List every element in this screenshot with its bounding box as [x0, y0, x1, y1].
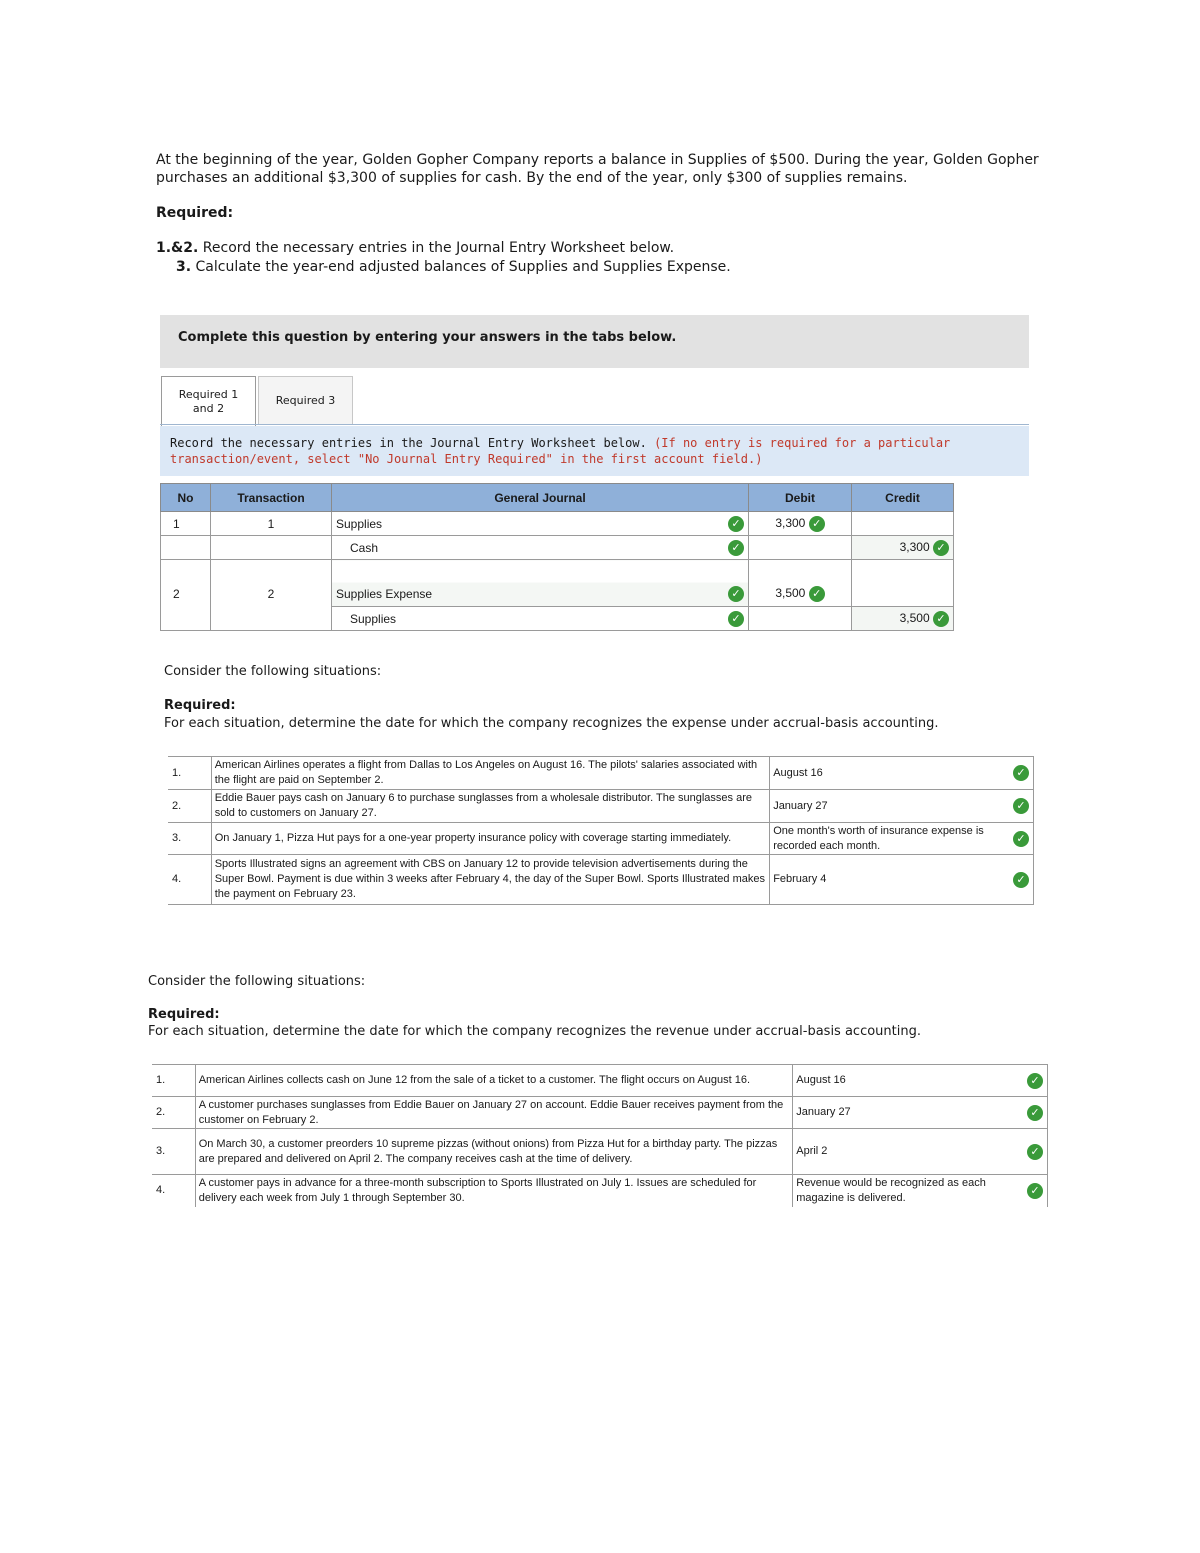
- check-circle-icon: ✓: [728, 516, 744, 532]
- table-row: [168, 757, 1034, 790]
- credit-value: 3,300: [899, 539, 930, 554]
- revenue-required-label: Required:: [148, 1007, 220, 1022]
- situation-text: Eddie Bauer pays cash on January 6 to purchase sunglasses from a wholesale distributor. The sunglasses are sold to customers on January 27.: [211, 790, 769, 823]
- check-circle-icon: ✓: [809, 586, 825, 602]
- situation-text: Sports Illustrated signs an agreement with CBS on January 12 to provide television advertisements during the Super Bowl. Payment is due within 3 weeks after February 4, the day of the Super Bowl. Sports Illustrated makes the payment on February 23.: [211, 855, 769, 905]
- entry-no: 1: [161, 512, 211, 536]
- entry-transaction: 1: [211, 512, 332, 536]
- answer-cell[interactable]: [793, 1175, 1048, 1207]
- tab-divider: [160, 424, 1029, 425]
- situation-text: On March 30, a customer preorders 10 supreme pizzas (without onions) from Pizza Hut for a birthday party. The pizzas are prepared and delivered on April 2. The company receives cash at the time of delivery.: [195, 1129, 793, 1175]
- check-circle-icon: ✓: [1027, 1144, 1043, 1160]
- answer-value: One month's worth of insurance expense is recorded each month.: [773, 824, 984, 852]
- situation-number: 3.: [168, 823, 211, 855]
- check-circle-icon: ✓: [1013, 831, 1029, 847]
- header-transaction: Transaction: [211, 484, 332, 512]
- required-label: Required:: [156, 205, 234, 221]
- answer-value: February 4: [773, 873, 827, 885]
- check-circle-icon: ✓: [933, 611, 949, 627]
- answer-cell[interactable]: [793, 1129, 1048, 1175]
- req3-number: 3.: [176, 259, 192, 275]
- situation-text: American Airlines collects cash on June 12 from the sale of a ticket to a customer. The flight occurs on August 16.: [195, 1065, 793, 1097]
- account-cell[interactable]: [332, 512, 749, 536]
- table-row: [152, 1097, 1048, 1129]
- answer-cell[interactable]: [770, 757, 1034, 790]
- table-row: [168, 823, 1034, 855]
- answer-value: Revenue would be recognized as each magazine is delivered.: [796, 1176, 986, 1204]
- table-row: [161, 512, 954, 536]
- situation-number: 3.: [152, 1129, 195, 1175]
- situation-number: 4.: [152, 1175, 195, 1207]
- debit-cell[interactable]: [749, 536, 852, 560]
- expense-situations-table: [168, 756, 1034, 905]
- expense-consider: Consider the following situations:: [164, 664, 382, 679]
- entry-no: [161, 607, 211, 631]
- instruction-text: Record the necessary entries in the Journal Entry Worksheet below.: [170, 436, 647, 450]
- journal-entry-table: [160, 483, 954, 631]
- table-row: [161, 536, 954, 560]
- req1-text: Record the necessary entries in the Journal Entry Worksheet below.: [198, 240, 675, 256]
- credit-cell[interactable]: [852, 512, 954, 536]
- check-circle-icon: ✓: [1027, 1073, 1043, 1089]
- table-row: [168, 855, 1034, 905]
- revenue-instruction: For each situation, determine the date for which the company recognizes the revenue under accrual-basis accounting.: [148, 1024, 921, 1039]
- answer-cell[interactable]: [770, 823, 1034, 855]
- situation-text: A customer pays in advance for a three-month subscription to Sports Illustrated on July 1. Issues are scheduled for delivery each week from July 1 through September 30.: [195, 1175, 793, 1207]
- debit-value: 3,300: [775, 515, 806, 530]
- check-circle-icon: ✓: [1013, 765, 1029, 781]
- table-row: [152, 1175, 1048, 1207]
- account-name: Supplies: [336, 516, 383, 531]
- entry-transaction: [211, 536, 332, 560]
- table-row: [161, 607, 954, 631]
- credit-cell[interactable]: [852, 536, 954, 560]
- journal-instruction: [160, 426, 1029, 476]
- revenue-consider: Consider the following situations:: [148, 974, 366, 989]
- answer-value: January 27: [796, 1106, 851, 1118]
- answer-value: April 2: [796, 1145, 828, 1157]
- situation-number: 4.: [168, 855, 211, 905]
- situation-number: 1.: [152, 1065, 195, 1097]
- header-debit: Debit: [749, 484, 852, 512]
- problem-intro: At the beginning of the year, Golden Gopher Company reports a balance in Supplies of $500. During the year, Golden Gopher purchases an additional $3,300 of supplies for cash. By the end of the year, only $300 of supplies remains.: [156, 152, 1039, 186]
- tab-required-3[interactable]: [258, 376, 353, 424]
- check-circle-icon: ✓: [1013, 798, 1029, 814]
- req1-number: 1.&2.: [156, 240, 199, 256]
- entry-transaction: 2: [211, 560, 332, 607]
- instruction-note: (If no entry is required for a particular transaction/event, select "No Journal Entry Required" in the first account field.): [170, 436, 951, 466]
- debit-cell[interactable]: [749, 560, 852, 607]
- table-row: [152, 1129, 1048, 1175]
- answer-cell[interactable]: [793, 1097, 1048, 1129]
- entry-transaction: [211, 607, 332, 631]
- account-cell[interactable]: [332, 607, 749, 631]
- debit-cell[interactable]: [749, 512, 852, 536]
- tab-required-1-and-2[interactable]: [161, 376, 256, 426]
- check-circle-icon: ✓: [1027, 1105, 1043, 1121]
- header-credit: Credit: [852, 484, 954, 512]
- answer-cell[interactable]: [793, 1065, 1048, 1097]
- debit-cell[interactable]: [749, 607, 852, 631]
- answer-cell[interactable]: [770, 790, 1034, 823]
- check-circle-icon: ✓: [1013, 872, 1029, 888]
- revenue-situations-table: [152, 1064, 1048, 1207]
- situation-text: American Airlines operates a flight from Dallas to Los Angeles on August 16. The pilots' salaries associated with the flight are paid on September 2.: [211, 757, 769, 790]
- check-circle-icon: ✓: [809, 516, 825, 532]
- situation-text: On January 1, Pizza Hut pays for a one-year property insurance policy with coverage starting immediately.: [211, 823, 769, 855]
- expense-required-label: Required:: [164, 698, 236, 713]
- account-cell[interactable]: [332, 560, 749, 607]
- account-name: Supplies Expense: [336, 587, 433, 601]
- answer-value: August 16: [796, 1074, 846, 1086]
- check-circle-icon: ✓: [728, 540, 744, 556]
- tab-label: Required 3: [275, 393, 336, 407]
- situation-number: 2.: [168, 790, 211, 823]
- situation-text: A customer purchases sunglasses from Eddie Bauer on January 27 on account. Eddie Bauer receives payment from the customer on February 2.: [195, 1097, 793, 1129]
- header-general-journal: General Journal: [332, 484, 749, 512]
- req3-text: Calculate the year-end adjusted balances of Supplies and Supplies Expense.: [191, 259, 731, 275]
- requirement-1-2: [156, 240, 674, 256]
- entry-no: [161, 536, 211, 560]
- answer-value: January 27: [773, 799, 828, 812]
- table-row: [168, 790, 1034, 823]
- entry-no: 2: [161, 560, 211, 607]
- answer-cell[interactable]: [770, 855, 1034, 905]
- instructions-banner: Complete this question by entering your answers in the tabs below.: [160, 315, 1029, 368]
- check-circle-icon: ✓: [728, 586, 744, 602]
- credit-value: 3,500: [899, 610, 930, 625]
- account-name: Supplies: [350, 611, 397, 626]
- journal-header-row: [161, 484, 954, 512]
- table-row: [161, 560, 954, 607]
- check-circle-icon: ✓: [933, 540, 949, 556]
- account-name: Cash: [350, 540, 379, 555]
- header-no: No: [161, 484, 211, 512]
- expense-instruction: For each situation, determine the date for which the company recognizes the expense under accrual-basis accounting.: [164, 716, 939, 731]
- credit-cell[interactable]: [852, 560, 954, 607]
- situation-number: 2.: [152, 1097, 195, 1129]
- tab-label: Required 1 and 2: [178, 387, 239, 415]
- account-cell[interactable]: [332, 536, 749, 560]
- check-circle-icon: ✓: [728, 611, 744, 627]
- check-circle-icon: ✓: [1027, 1183, 1043, 1199]
- answer-value: August 16: [773, 766, 823, 779]
- situation-number: 1.: [168, 757, 211, 790]
- requirement-3: [176, 259, 731, 275]
- credit-cell[interactable]: [852, 607, 954, 631]
- table-row: [152, 1065, 1048, 1097]
- debit-value: 3,500: [775, 586, 806, 601]
